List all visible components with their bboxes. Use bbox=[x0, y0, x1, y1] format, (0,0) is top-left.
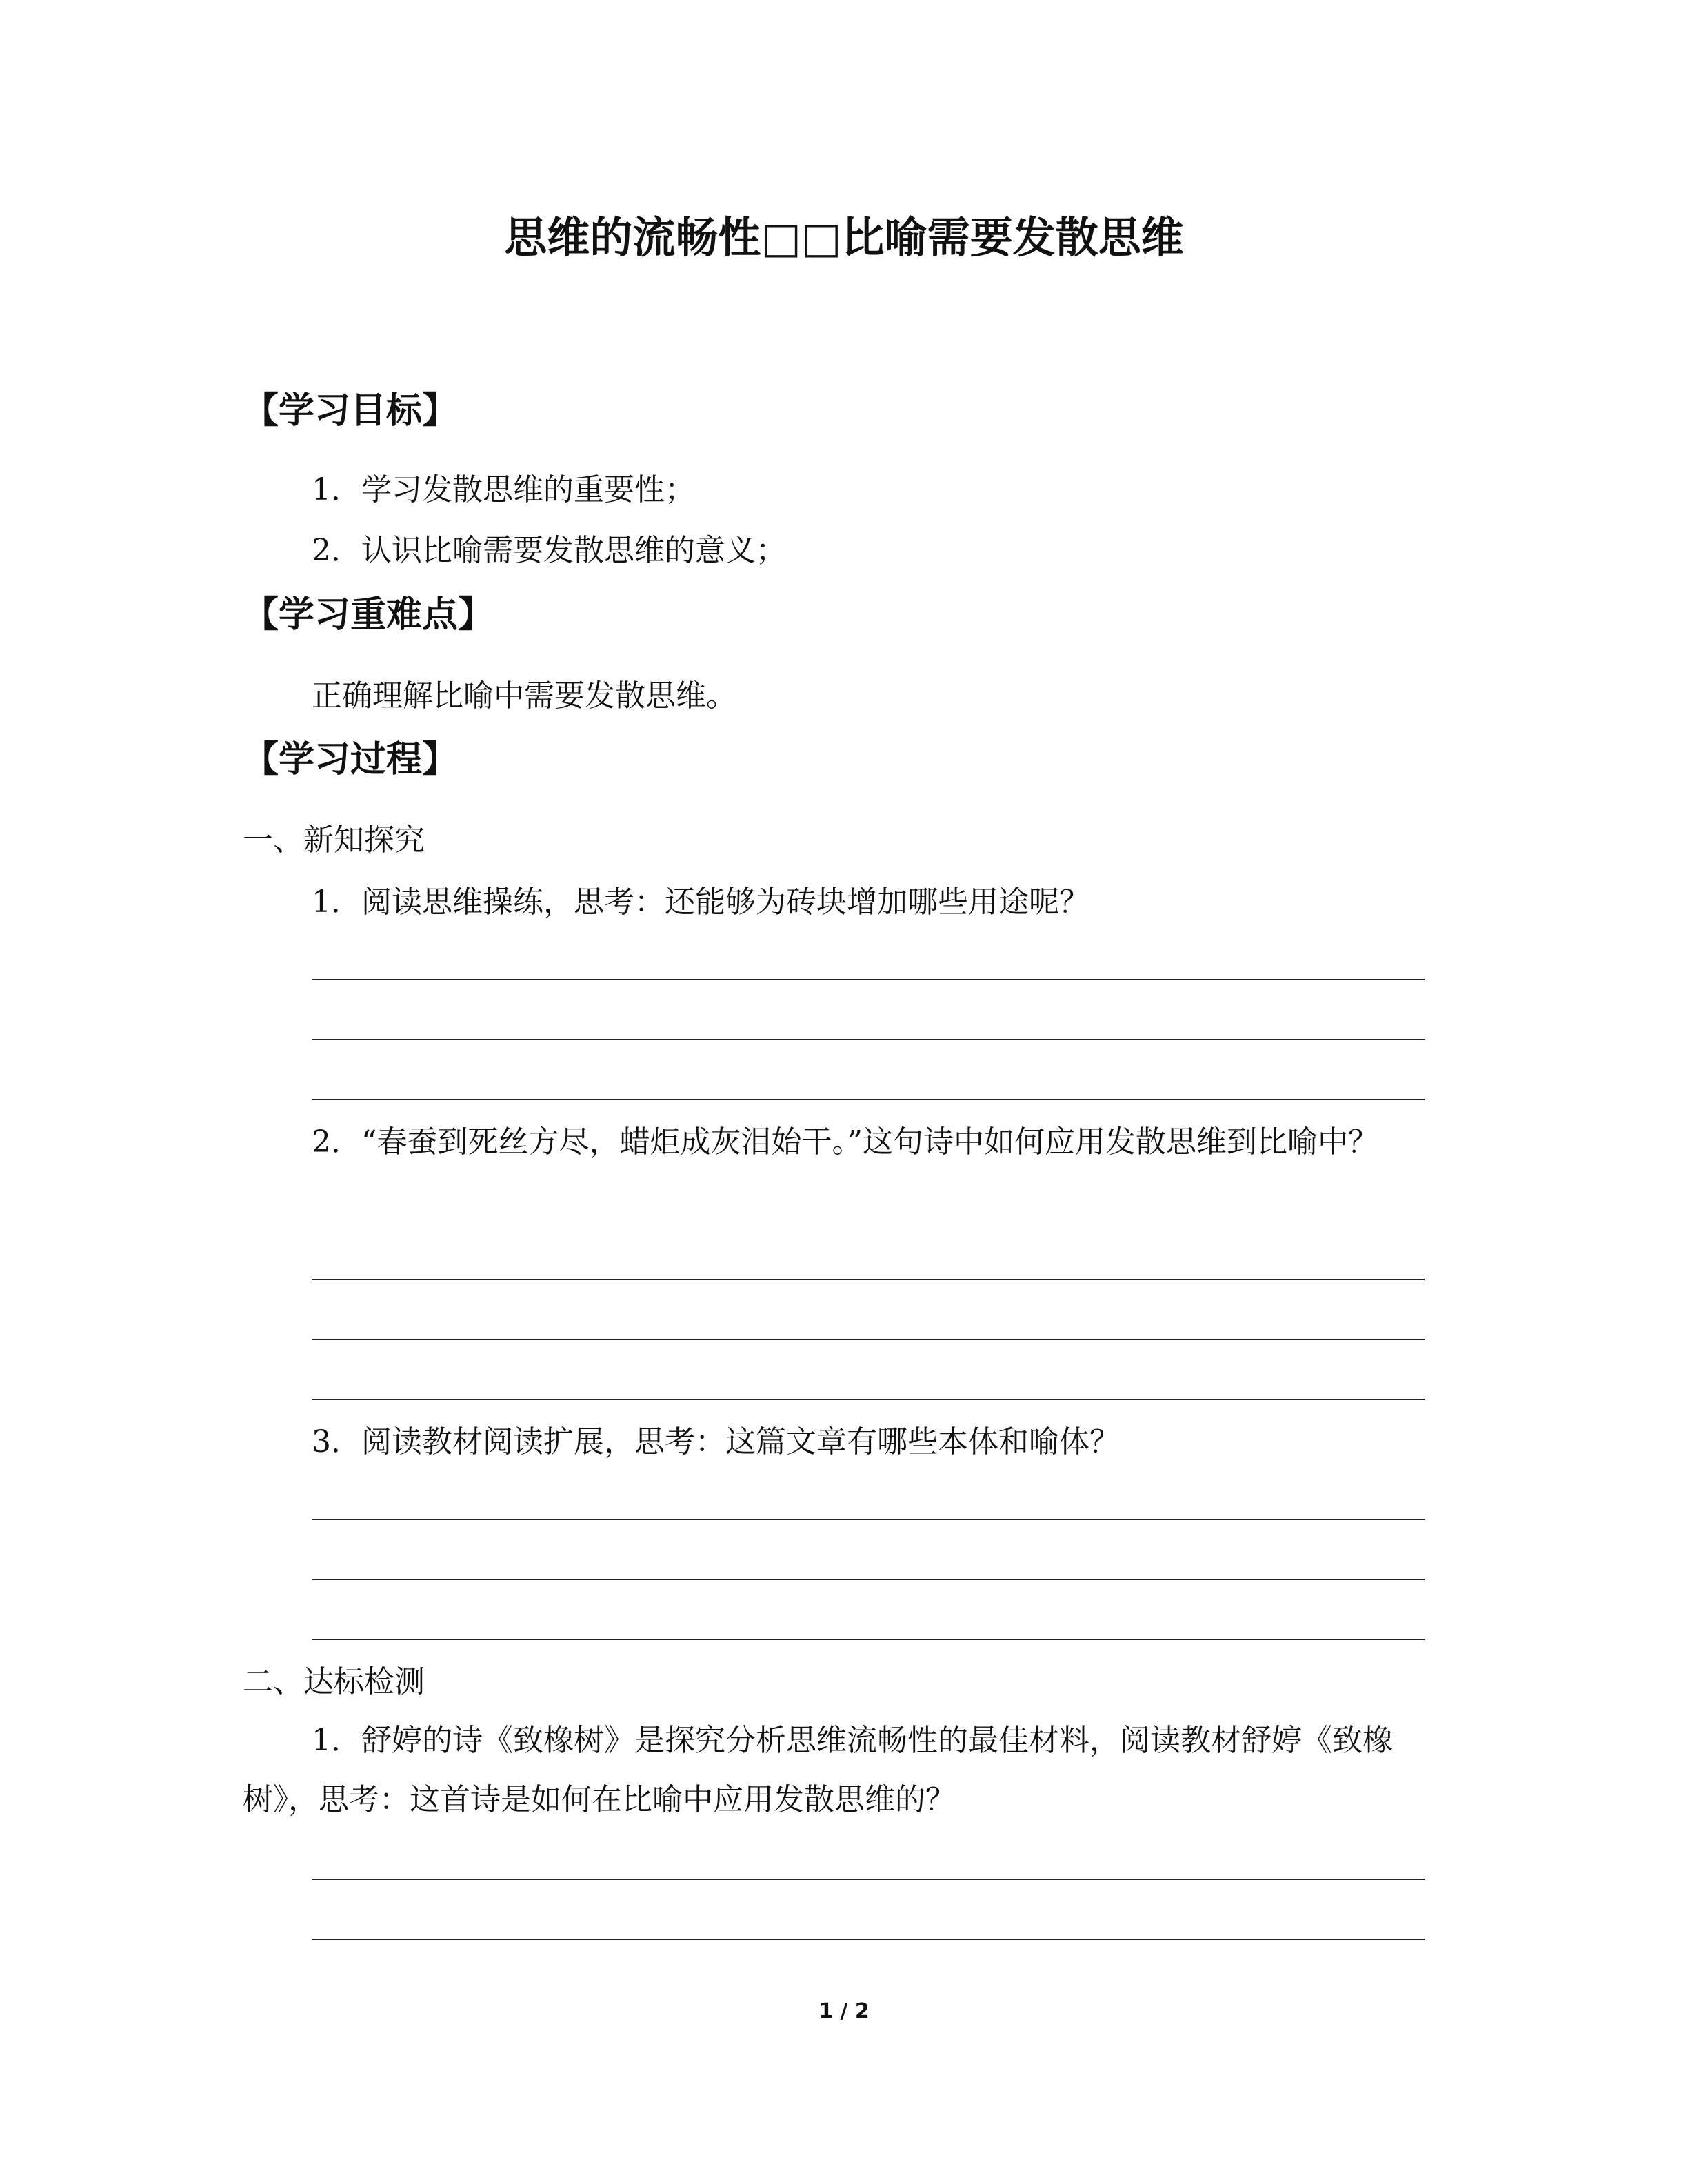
answer-line[interactable] bbox=[312, 1879, 1425, 1880]
question-3: 3．阅读教材阅读扩展，思考：这篇文章有哪些本体和喻体？ bbox=[312, 1424, 1120, 1459]
answer-line[interactable] bbox=[312, 1939, 1425, 1940]
part2-label: 二、达标检测 bbox=[243, 1664, 425, 1699]
section-heading-process: 【学习过程】 bbox=[243, 739, 459, 780]
answer-line[interactable] bbox=[312, 1039, 1425, 1040]
answer-line[interactable] bbox=[312, 1639, 1425, 1640]
answer-line[interactable] bbox=[312, 979, 1425, 980]
question-1: 1．阅读思维操练，思考：还能够为砖块增加哪些用途呢？ bbox=[312, 884, 1089, 920]
page-number: 1 / 2 bbox=[818, 1999, 870, 2023]
objective-item-2: 2．认识比喻需要发散思维的意义； bbox=[312, 533, 786, 568]
section-heading-key-points: 【学习重难点】 bbox=[243, 594, 494, 636]
answer-line[interactable] bbox=[312, 1339, 1425, 1340]
answer-line[interactable] bbox=[312, 1279, 1425, 1280]
objective-item-1: 1．学习发散思维的重要性； bbox=[312, 472, 695, 507]
key-points-text: 正确理解比喻中需要发散思维。 bbox=[312, 678, 736, 714]
page-title: 思维的流畅性□□比喻需要发散思维 bbox=[504, 212, 1184, 263]
question-4: 1．舒婷的诗《致橡树》是探究分析思维流畅性的最佳材料，阅读教材舒婷《致橡树》，思考：这首诗是如何在比喻中应用发散思维的？ bbox=[243, 1723, 1393, 1817]
answer-line[interactable] bbox=[312, 1519, 1425, 1520]
question-2: 2．“春蚕到死丝方尽，蜡炬成灰泪始干。”这句诗中如何应用发散思维到比喻中？ bbox=[312, 1124, 1378, 1160]
section-heading-objectives: 【学习目标】 bbox=[243, 390, 459, 432]
answer-line[interactable] bbox=[312, 1579, 1425, 1580]
answer-line[interactable] bbox=[312, 1399, 1425, 1400]
part1-label: 一、新知探究 bbox=[243, 822, 425, 858]
answer-line[interactable] bbox=[312, 1099, 1425, 1100]
